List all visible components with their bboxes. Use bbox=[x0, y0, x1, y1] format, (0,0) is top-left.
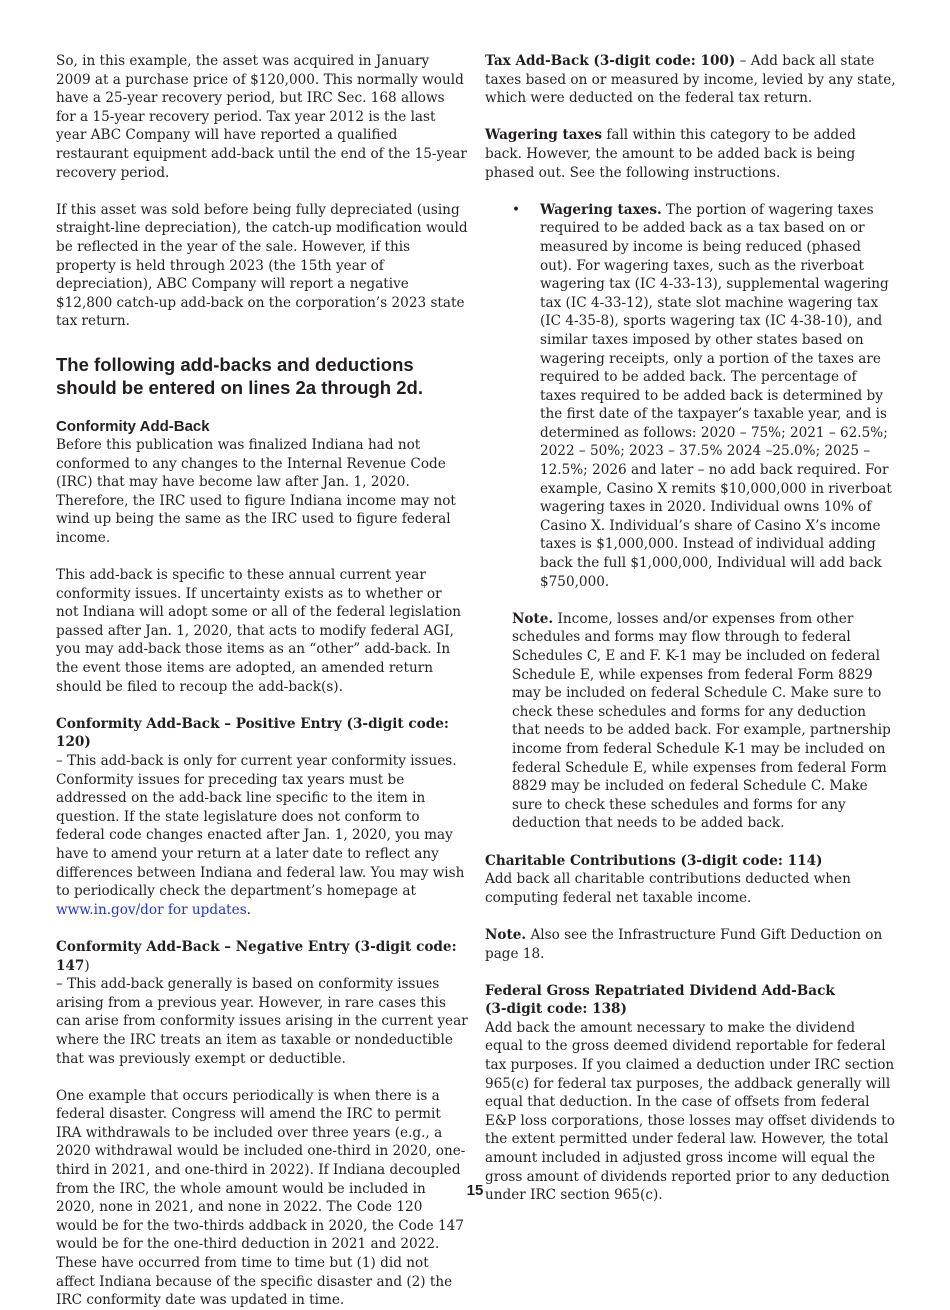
tax-add-back-title: Tax Add-Back (3-digit code: 100) bbox=[485, 53, 736, 69]
paragraph-conformity-intro: Before this publication was finalized Indiana had not conformed to any changes to the Internal Revenue Code (IRC) that may have become law after Jan. 1, 2020. Therefore, the IRC used to figure Indiana income may not wind up being the same as the IRC used to figure federal income. bbox=[56, 436, 456, 546]
paragraph-charitable-contributions: Charitable Contributions (3-digit code: 114) Add back all charitable contributions deducted when computing federal net taxable income. bbox=[485, 852, 851, 906]
charitable-contributions-title: Charitable Contributions (3-digit code: 114) bbox=[485, 852, 823, 869]
positive-entry-title: Conformity Add-Back – Positive Entry (3-digit code: 120) bbox=[56, 715, 449, 751]
negative-entry-body: – This add-back generally is based on conformity issues arising from a previous year. However, in rare cases this can arise from conformity issues arising in the current year where the IRC treats an item as taxable or nondeductible that was previously exempt or deductible. bbox=[56, 976, 468, 1067]
bullet-icon: • bbox=[512, 201, 521, 218]
page-number: 15 bbox=[466, 1182, 484, 1199]
note-label: Note. bbox=[512, 610, 554, 627]
positive-entry-body: – This add-back is only for current year conformity issues. Conformity issues for preceding tax years must be addressed on the add-back line specific to the item in question. If the state legislature does not conform to federal code changes enacted after Jan. 1, 2020, you may have to amend your return at a later date to reflect any differences between Indiana and federal law. You may wish to periodically check the department’s homepage at bbox=[56, 753, 465, 900]
negative-entry-title: Conformity Add-Back – Negative Entry (3-digit code: 147 bbox=[56, 938, 457, 974]
paragraph-negative-entry: Conformity Add-Back – Negative Entry (3-digit code: 147) – This add-back generally is based on conformity issues arising from a previous year. However, in rare cases this can arise from conformity issues arising in the current year where the IRC treats an item as taxable or nondeductible that was previously exempt or deductible. bbox=[56, 938, 468, 1067]
paragraph-example-asset: So, in this example, the asset was acquired in January 2009 at a purchase price of $120,000. This normally would have a 25-year recovery period, but IRC Sec. 168 allows for a 15-year recovery period. Tax year 2012 is the last year ABC Company will have reported a qualified restaurant equipment add-back until the end of the 15-year recovery period. bbox=[56, 53, 467, 181]
right-column bbox=[485, 52, 897, 1205]
dor-updates-link[interactable]: www.in.gov/dor for updates bbox=[56, 901, 247, 918]
section-heading: The following add-backs and deductions should be entered on lines 2a through 2d. bbox=[56, 353, 423, 398]
bullet-paragraph: Wagering taxes. The portion of wagering taxes required to be added back as a tax based on or measured by income is being reduced (phased out). For wagering taxes, such as the riverboat wagering tax (IC 4-33-13), supplemental wagering tax (IC 4-33-12), state slot machine wagering tax (IC 4-35-8), sports wagering tax (IC 4-38-10), and similar taxes imposed by other states based on wagering receipts, only a portion of the taxes are required to be added back. The percentage of taxes required to be added back is determined by the first date of the taxpayer’s taxable year, and is determined as follows: 2020 – 75%; 2021 – 62.5%; 2022 – 50%; 2023 – 37.5% 2024 –25.0%; 2025 – 12.5%; 2026 and later – no add back required. For example, Casino X remits $10,000,000 in riverboat wagering taxes in 2020. Individual owns 10% of Casino X. Individual’s share of Casino X’s income taxes is $1,000,000. Instead of individual adding back the full $1,000,000, Individual will add back $750,000. bbox=[540, 201, 892, 590]
wagering-taxes-bullet-item bbox=[485, 201, 897, 591]
paragraph-federal-disaster-example: One example that occurs periodically is when there is a federal disaster. Congress will amend the IRC to permit IRA withdrawals to be included over three years (e.g., a 2020 withdrawal would be included one-third in 2020, one-third in 2021, and one-third in 2022). If Indiana decoupled from the IRC, the whole amount would be included in 2020, none in 2021, and none in 2022. The Code 120 would be for the two-thirds addback in 2020, the Code 147 would be for the one-third deduction in 2021 and 2022. These have occurred from time to time but (1) did not affect Indiana because of the specific disaster and (2) the IRC conformity date was updated in time. bbox=[56, 1087, 466, 1309]
bullet-title: Wagering taxes. bbox=[540, 201, 662, 218]
conformity-add-back-heading: Conformity Add-Back bbox=[56, 417, 210, 435]
wagering-taxes-title: Wagering taxes bbox=[485, 127, 602, 144]
paragraph-asset-sold: If this asset was sold before being fully depreciated (using straight-line depreciation), the catch-up modification would be reflected in the year of the sale. However, if this property is held through 2023 (the 15th year of depreciation), ABC Company will report a negative $12,800 catch-up add-back on the corporation’s 2023 state tax return. bbox=[56, 201, 468, 330]
repatriated-dividend-title-line1: Federal Gross Repatriated Dividend Add-Back bbox=[485, 982, 835, 999]
note-schedules: Note. Income, losses and/or expenses from other schedules and forms may flow through to federal Schedules C, E and F. K-1 may be included on federal Schedule E, while expenses from federal Form 8829 may be included on federal Schedule C. Make sure to check these schedules and forms for any deduction that needs to be added back. For example, partnership income from federal Schedule K-1 may be included on federal Schedule E, while expenses from federal Form 8829 may be included on federal Schedule C. Make sure to check these schedules and forms for any deduction that needs to be added back. bbox=[512, 610, 891, 832]
left-column bbox=[56, 52, 468, 1310]
note-infrastructure-fund: Note. Also see the Infrastructure Fund Gift Deduction on page 18. bbox=[485, 926, 883, 962]
note-label: Note. bbox=[485, 926, 527, 943]
paragraph-positive-entry: Conformity Add-Back – Positive Entry (3-digit code: 120) – This add-back is only for current year conformity issues. Conformity issues for preceding tax years must be addressed on the add-back line specific to the item in question. If the state legislature does not conform to federal code changes enacted after Jan. 1, 2020, you may have to amend your return at a later date to reflect any differences between Indiana and federal law. You may wish to periodically check the department’s homepage at www.in.gov/dor for updates. bbox=[56, 715, 465, 918]
paragraph-repatriated-dividend: Federal Gross Repatriated Dividend Add-Back (3-digit code: 138) Add back the amount necessary to make the dividend equal to the gross deemed dividend reportable for federal tax purposes. If you claimed a deduction under IRC section 965(c) for federal tax purposes, the addback generally will equal that deduction. In the case of offsets from federal E&P loss corporations, those losses may offset dividends to the extent permitted under federal law. However, the total amount included in adjusted gross income will equal the gross amount of dividends reported prior to any deduction under IRC section 965(c). bbox=[485, 982, 895, 1204]
paragraph-tax-add-back: Tax Add-Back (3-digit code: 100) – Add back all state taxes based on or measured by income, levied by any state, which were deducted on the federal tax return. bbox=[485, 53, 896, 107]
repatriated-dividend-title-line2: (3-digit code: 138) bbox=[485, 1001, 627, 1018]
paragraph-wagering-taxes: Wagering taxes fall within this category to be added back. However, the amount to be added back is being phased out. See the following instructions. bbox=[485, 127, 856, 181]
paragraph-conformity-specific: This add-back is specific to these annual current year conformity issues. If uncertainty exists as to whether or not Indiana will adopt some or all of the federal legislation passed after Jan. 1, 2020, that acts to modify federal AGI, you may add-back those items as an “other” add-back. In the event those items are adopted, an amended return should be filed to recoup the add-back(s). bbox=[56, 567, 462, 695]
